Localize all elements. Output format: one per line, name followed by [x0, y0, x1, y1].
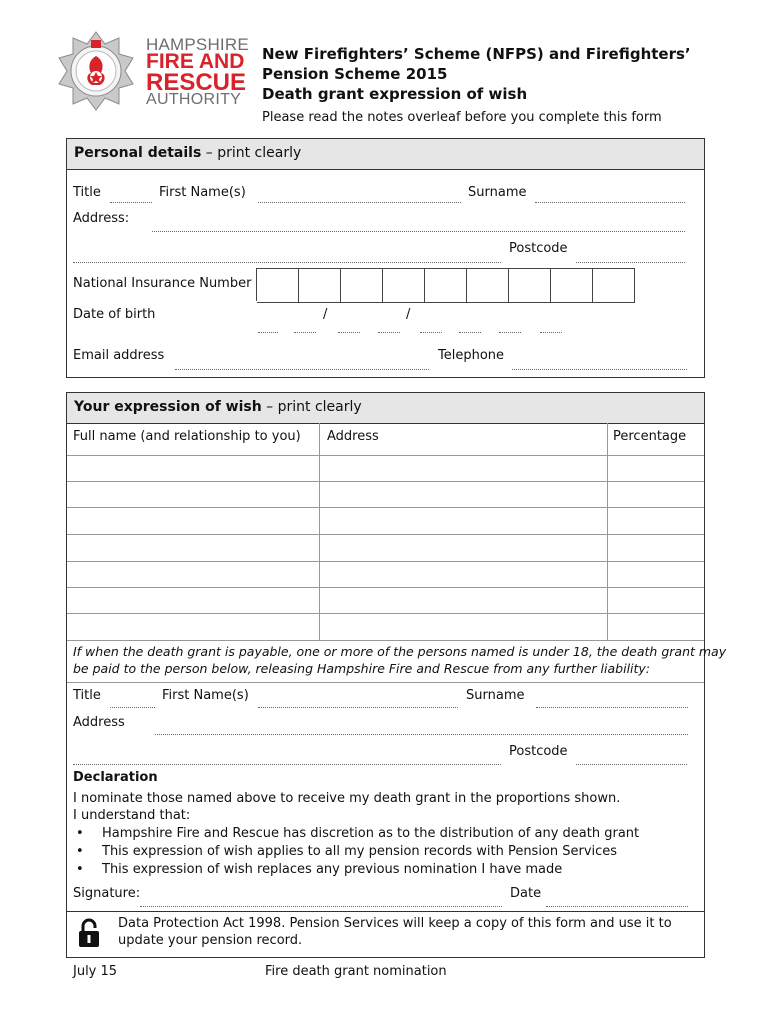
- telephone-label: Telephone: [438, 348, 505, 363]
- personal-postcode-field[interactable]: [576, 262, 685, 263]
- personal-details-header: [67, 139, 704, 170]
- guardian-title-label: Title: [73, 688, 101, 703]
- signature-field[interactable]: [140, 906, 502, 907]
- guardian-address-field-line2[interactable]: [73, 764, 501, 765]
- form-title-line3: Death grant expression of wish: [262, 85, 528, 103]
- signature-label: Signature:: [73, 886, 141, 901]
- ni-number-label: National Insurance Number: [73, 276, 252, 291]
- nominee-address-cell[interactable]: [320, 535, 607, 561]
- personal-address-field-line1[interactable]: [152, 231, 685, 232]
- declaration-heading: Declaration: [73, 770, 158, 785]
- personal-first-name-field[interactable]: [258, 202, 461, 203]
- nominee-name-cell[interactable]: [67, 535, 319, 561]
- personal-first-name-label: First Name(s): [159, 185, 246, 200]
- nominee-percentage-cell[interactable]: [608, 562, 703, 587]
- dob-digit-field[interactable]: [338, 332, 360, 333]
- personal-address-label: Address:: [73, 211, 130, 226]
- nominee-name-cell[interactable]: [67, 508, 319, 534]
- dob-separator-2: /: [406, 307, 411, 322]
- nominee-percentage-cell[interactable]: [608, 456, 703, 481]
- nominee-percentage-cell[interactable]: [608, 614, 703, 639]
- ni-box[interactable]: [509, 268, 551, 303]
- dob-label: Date of birth: [73, 307, 156, 322]
- personal-address-field-line2[interactable]: [73, 262, 501, 263]
- declaration-bullets: [74, 825, 639, 879]
- logo-line-rescue: RESCUE: [146, 69, 247, 96]
- guardian-address-label: Address: [73, 715, 125, 730]
- form-title-line1: New Firefighters’ Scheme (NFPS) and Firefighters’: [262, 45, 691, 63]
- personal-surname-label: Surname: [468, 185, 527, 200]
- declaration-bullet: • This expression of wish replaces any previous nomination I have made: [74, 861, 639, 879]
- guardian-surname-label: Surname: [466, 688, 525, 703]
- logo-line-authority: AUTHORITY: [146, 91, 242, 108]
- dob-digit-field[interactable]: [420, 332, 442, 333]
- fire-crest-icon: [55, 30, 137, 112]
- personal-title-field[interactable]: [110, 202, 152, 203]
- guardian-postcode-label: Postcode: [509, 744, 568, 759]
- data-protection-line2: update your pension record.: [118, 933, 303, 948]
- col-header-full-name: Full name (and relationship to you): [73, 429, 301, 444]
- personal-details-section: [66, 138, 705, 378]
- ni-box[interactable]: [551, 268, 593, 303]
- nominee-address-cell[interactable]: [320, 482, 607, 507]
- nominee-percentage-cell[interactable]: [608, 482, 703, 507]
- nominee-address-cell[interactable]: [320, 588, 607, 613]
- nominee-name-cell[interactable]: [67, 588, 319, 613]
- dob-digit-field[interactable]: [258, 332, 278, 333]
- nominee-percentage-cell[interactable]: [608, 535, 703, 561]
- telephone-field[interactable]: [512, 369, 687, 370]
- declaration-bullet: • This expression of wish applies to all my pension records with Pension Services: [74, 843, 639, 861]
- dob-digit-field[interactable]: [540, 332, 562, 333]
- dob-digit-field[interactable]: [378, 332, 400, 333]
- guardian-address-field-line1[interactable]: [155, 734, 688, 735]
- guardian-first-name-field[interactable]: [258, 707, 458, 708]
- declaration-line2: I understand that:: [73, 808, 191, 823]
- under-18-note-line1: If when the death grant is payable, one or more of the persons named is under 18, the death grant may: [73, 644, 727, 659]
- table-row-divider: [67, 640, 704, 641]
- ni-box[interactable]: [467, 268, 509, 303]
- authority-logo: [55, 30, 249, 112]
- ni-box[interactable]: [383, 268, 425, 303]
- data-protection-divider: [66, 911, 705, 912]
- date-label: Date: [510, 886, 542, 901]
- logo-line-hampshire: HAMPSHIRE: [146, 35, 249, 54]
- ni-box[interactable]: [299, 268, 341, 303]
- padlock-icon: [78, 918, 100, 948]
- nominee-address-cell[interactable]: [320, 562, 607, 587]
- personal-surname-field[interactable]: [535, 202, 685, 203]
- guardian-surname-field[interactable]: [536, 707, 688, 708]
- form-subtitle: Please read the notes overleaf before you complete this form: [262, 110, 662, 125]
- nominee-percentage-cell[interactable]: [608, 588, 703, 613]
- dob-separator-1: /: [323, 307, 328, 322]
- expression-of-wish-heading: Your expression of wish – print clearly: [74, 399, 362, 415]
- dob-digit-field[interactable]: [499, 332, 521, 333]
- nominee-name-cell[interactable]: [67, 456, 319, 481]
- data-protection-line1: Data Protection Act 1998. Pension Services will keep a copy of this form and use it to: [118, 916, 672, 931]
- footer-title: Fire death grant nomination: [265, 964, 447, 979]
- nominee-address-cell[interactable]: [320, 614, 607, 639]
- guardian-postcode-field[interactable]: [576, 764, 687, 765]
- logo-line-fire-and: FIRE AND: [146, 50, 245, 73]
- nominee-name-cell[interactable]: [67, 614, 319, 639]
- col-header-address: Address: [327, 429, 379, 444]
- expression-of-wish-header: [67, 393, 704, 424]
- personal-details-heading: Personal details – print clearly: [74, 145, 302, 161]
- form-title-line2: Pension Scheme 2015: [262, 65, 448, 83]
- nominee-percentage-cell[interactable]: [608, 508, 703, 534]
- section-divider: [67, 682, 704, 683]
- personal-postcode-label: Postcode: [509, 241, 568, 256]
- ni-box[interactable]: [341, 268, 383, 303]
- under-18-note-line2: be paid to the person below, releasing Hampshire Fire and Rescue from any further liability:: [73, 661, 651, 676]
- email-label: Email address: [73, 348, 165, 363]
- nominee-address-cell[interactable]: [320, 508, 607, 534]
- ni-box[interactable]: [425, 268, 467, 303]
- ni-box[interactable]: [257, 268, 299, 303]
- footer-date: July 15: [73, 964, 118, 979]
- nominee-address-cell[interactable]: [320, 456, 607, 481]
- dob-digit-field[interactable]: [459, 332, 481, 333]
- col-header-percentage: Percentage: [613, 429, 687, 444]
- dob-digit-field[interactable]: [294, 332, 316, 333]
- date-field[interactable]: [546, 906, 688, 907]
- declaration-bullet: • Hampshire Fire and Rescue has discretion as to the distribution of any death grant: [74, 825, 639, 843]
- guardian-first-name-label: First Name(s): [162, 688, 249, 703]
- nominee-name-cell[interactable]: [67, 562, 319, 587]
- declaration-line1: I nominate those named above to receive my death grant in the proportions shown.: [73, 791, 621, 806]
- ni-box[interactable]: [593, 268, 635, 303]
- email-field[interactable]: [175, 369, 429, 370]
- form-title: [262, 44, 691, 104]
- guardian-title-field[interactable]: [110, 707, 155, 708]
- personal-title-label: Title: [73, 185, 101, 200]
- nominee-name-cell[interactable]: [67, 482, 319, 507]
